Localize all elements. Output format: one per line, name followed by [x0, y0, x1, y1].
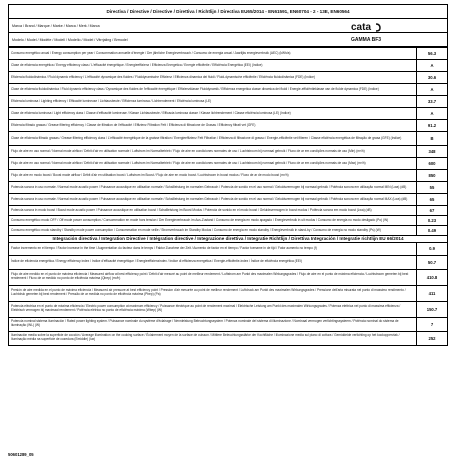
- spec-value: A: [417, 108, 448, 120]
- spec-description: Consumo energético modo standby / Standby mode power consumption / Consommation en mode veille / Stromverbrauch im Standby Modus / Consumo de energía en modo standby / Energieverbruik in stand-by / Consumo de energia no modo standby (Ps) (W): [9, 226, 417, 236]
- spec-rows-bottom: [9, 242, 448, 345]
- spec-value: 55: [417, 182, 448, 194]
- spec-description: Eficiencia fluidodinámica / Fluid dynamic efficiency / L'efficacité dynamique des fluides / Fluiddynamische Effizienz / Efficienza dinamica dei fluidi / Fluid-dynamische efficiëntie / Eficiência fluidodinâmica (FDE) (Indice): [9, 72, 417, 84]
- spec-description: Potencia nominal sistema iluminación / Rated power lighting system / Puissance nominale du système d'éclairage / Nennleistung Beleuchtungssystem / Potenza nominale del sistema di illuminazione / Nominaal vermogen verlichtingssysteem / Potência nominal do sistema de iluminação (WL) (W): [9, 317, 417, 331]
- spec-description: Factor incremento en el tiempo / Factor increase in the time / Augmentation du facteur dans le temps / Faktor Zunahme der Zeit / Aumento de factor en el tiempo / Factor toename in de tijd / Fator aumento no tempo (f): [9, 242, 417, 255]
- spec-row: [9, 317, 448, 331]
- spec-row: [9, 285, 448, 301]
- spec-value: 348: [417, 146, 448, 158]
- spec-row: [9, 146, 448, 158]
- spec-description: Iluminación media sobre la superficie de cocción / Average illumination on the cooking surface / Éclairement moyen de la surface de cuisson / Mittlere Beleuchtungsstärke der Kochfläche / Illuminazione media sul piano di cottura / Gemiddelde verlichting op het kookoppervlak / Iluminação média na superfície de cozedura (Emiddle) (lux): [9, 331, 417, 345]
- brand-row: [8, 19, 448, 33]
- spec-description: Clase de eficiencia fluidodinámica / Fluid dynamic efficiency class / Dynamique des fluides de l'efficacité énergétique / Effizienzklasse Fluiddynamik / Efficienza energetica classe dinamica dei fluidi / Energie-efficiëntieklasse van de fluïde dynamica (FDE) (Indice): [9, 84, 417, 96]
- spec-description: Presión de aire medida en el punto de máxima eficiencia / Measured air pressure at best efficiency point / Pression d'air mesurée au point de meilleur rendement / Luftdruck am Punkt des maximalen Wirkungsgrades / Pressione dell'aria misurata nel punto di massimo rendimento / Luchtdruk gemeten bij best rendement / Pressão de ar medida no ponto de eficiência máxima (Pbep) (Pa): [9, 285, 417, 301]
- spec-value: 30.6: [417, 72, 448, 84]
- spec-description: Flujo de aire en uso normal / Normal mode airflow / Débit d'air en utilisation normale / Luftstrom im Normalbetrieb / Flujo de aire en condiciones normales de uso / Luchtstroom bij normaal gebruik / Fluxo de ar em condições normais de uso (Max) (m³/h): [9, 158, 417, 170]
- spec-row: [9, 48, 448, 60]
- spec-table: [8, 47, 448, 346]
- spec-row: [9, 216, 448, 226]
- spec-value: 7: [417, 317, 448, 331]
- spec-row: [9, 132, 448, 146]
- spec-value: 850: [417, 170, 448, 182]
- brand-logo: [351, 20, 447, 32]
- spec-row: [9, 60, 448, 72]
- spec-value: 0.49: [417, 226, 448, 236]
- spec-row: [9, 84, 448, 96]
- spec-value: 150.7: [417, 301, 448, 317]
- spec-row: [9, 269, 448, 285]
- spec-value: B: [417, 132, 448, 146]
- spec-description: Clase de eficiencia energética / Energy efficiency class / L'efficacité énergétique / Energieeffizienz / Efficienza Energetica / Energie efficiëntie / Efficiência Energética (EEI) (Indice): [9, 60, 417, 72]
- brand-value: cata: [351, 21, 372, 32]
- spec-row: [9, 108, 448, 120]
- spec-value: 67: [417, 206, 448, 216]
- spec-description: Potencia sonora in uso normale / Normal mode acustic power / Puissance acoustique en utilisation normale / Schallleistung im normalen Gebrauch / Potencia de sonido en el uso normal / Geluidsvermogen bij normaal gebruik / Potência sonora em utilização normal MAX (Lwa) (dB): [9, 194, 417, 206]
- spec-row: [9, 242, 448, 255]
- energy-datasheet: [8, 4, 448, 346]
- integration-row: [9, 236, 448, 243]
- spec-value: 91.2: [417, 120, 448, 132]
- spec-row: [9, 255, 448, 269]
- spec-row: [9, 182, 448, 194]
- spec-row: [9, 170, 448, 182]
- cata-logo-icon: [351, 20, 385, 32]
- integration-title: Integración directiva / Integration Directive / Intégration directive / Integrazione direttiva / Integratie Richtlijn / Direttiva Integración / Integratie richtlijn EU 66/2014: [9, 236, 448, 243]
- spec-description: Clase de eficiencia filtrado grasas / Grease filtering efficiency class / L'efficacité énergétique de la graisse filtration / Energieeffizienz Fett Filtration / Efficienza di filtrazione di grasso / Energie-efficiëntie vet filteren / Classe eficiência energética de filtração de grasa (GFE) (Indice): [9, 132, 417, 146]
- spec-value: 50.7: [417, 255, 448, 269]
- spec-value: 65: [417, 194, 448, 206]
- spec-value: 411: [417, 285, 448, 301]
- spec-row: [9, 301, 448, 317]
- spec-description: Potencia eléctrica en el punto de máxima eficiencia / Electric power consumption at maximum efficiency / Puissance électrique au point de rendement maximal / Elektrische Leistung am Punkt des maximalen Wirkungsgrades / Potenza elettrica nel punto di massima efficienza / Elektrisch vermogen bij maximaal rendement / Potência elétrica no ponto de eficiência máxima (Wbep) (W): [9, 301, 417, 317]
- model-value: GAMMA BF3: [351, 36, 382, 43]
- spec-description: Potencia sonora in modo boost / Boost mode acustic power / Puissance acoustique en utilisation boost / Schallleistung im Boost Modus / Potencia de sonido en el modo boost / Geluidsvermogen in boost modus / Potência sonora em modo boost (Lwa) (dB): [9, 206, 417, 216]
- spec-row: [9, 206, 448, 216]
- spec-value: 0.9: [417, 242, 448, 255]
- brand-label: Marca / Brand / Marque / Marke / Marca / Merk / Marca: [12, 23, 100, 28]
- document-code: 50601289_05: [8, 452, 34, 457]
- spec-rows-top: [9, 48, 448, 236]
- spec-description: Consumo energético anual / Energy consumption per year / Consommation annuelle d'énergie / Der jährliche Energieverbrauch / Consumo de energia anual / Jaarlijks energieverbruik (AEC) (kWh/a): [9, 48, 417, 60]
- spec-description: Flujo de aire en modo boost / Boost mode airflow / Débit d'air en utilisation boost / Luftstrom im Boost / Flujo de aire en modo boost / Luchtstroom in boost modus / Fluxo de ar de modo boost (m³/h): [9, 170, 417, 182]
- spec-row: [9, 226, 448, 236]
- spec-value: 410.8: [417, 269, 448, 285]
- spec-value: 600: [417, 158, 448, 170]
- spec-value: A: [417, 84, 448, 96]
- spec-row: [9, 72, 448, 84]
- model-label: Modelo / Model / Modèle / Modell / Modello / Model / Vitrrjaling / Brmodel: [12, 37, 128, 42]
- model-row: [8, 33, 448, 47]
- spec-description: Clase de eficiencia luminosa / Light efficiency class / Classe d'efficacité lumineuse / Klasse Lichtausbeute / Efficacia luminosa classe / Klasse lichtrendement / Classe eficiência luminosa (LE) (Indice): [9, 108, 417, 120]
- spec-row: [9, 158, 448, 170]
- spec-description: Potencia sonora in uso normale / Normal mode acustic power / Puissance acoustique en utilisation normale / Schallleistung im normalen Gebrauch / Potencia de sonido en el uso normal / Geluidsvermogen bij normaal gebruik / Potência sonora em utilização normal MIN (Lwa) (dB): [9, 182, 417, 194]
- spec-row: [9, 96, 448, 108]
- spec-description: Flujo de aire medido en el punto de máxima eficiencia / Measured airflow at best efficiency point / Débit d'air mesuré au point de meilleur rendement / Luftstrom am Punkt des maximalen Wirkungsgrades / Flujo de aire en el punto de máxima eficiencia / Luchtstroom gemeten bij best rendement / Fluxo de ar medido no ponto de eficiência máxima (Qbep) (m³/h): [9, 269, 417, 285]
- spec-description: Flujo de aire en uso normal / Normal mode airflow / Débit d'air en utilisation normale / Luftstrom im Normalbetrieb / Flujo de aire en condiciones normales de uso / Luchtstroom bij normaal gebruik / Fluxo de ar em condições normais de uso (Min) (m³/h): [9, 146, 417, 158]
- spec-row: [9, 194, 448, 206]
- spec-value: 33.7: [417, 96, 448, 108]
- spec-description: Eficiencia luminosa / Lighting efficiency / Efficacité lumineuse / Lichtausbeute / Efficienza luminosa / Lichtrendement / Eficiência luminosa (LE): [9, 96, 417, 108]
- spec-value: 56.3: [417, 48, 448, 60]
- spec-description: Índice de eficiencia energética / Energy efficiency index / Indice d'efficacité énergétique / Energieeffizienzindex / Indice di efficienza energetica / Energie-efficiëntie-index / Índice de eficiência energética (EEI): [9, 255, 417, 269]
- spec-row: [9, 331, 448, 345]
- directive-header: [8, 4, 448, 19]
- spec-description: Consumo energético modo OFF / Off mode power consumption / Consommation en mode hors tension / Der Energieverbrauch im Aus-Zustand / Consumo de energia en modo apagado / Energieverbruik in uit modus / Consumo de energia no modo desligado (Po) (W): [9, 216, 417, 226]
- spec-value: 252: [417, 331, 448, 345]
- spec-value: A: [417, 60, 448, 72]
- spec-value: 0.23: [417, 216, 448, 226]
- directive-title: Directiva / Directive / Directive / Direttiva / Richtlijn / Directiva EU65/2014 - EN61591, EN60704 - 2 - 13E, EN60564: [106, 9, 350, 14]
- spec-description: Eficiencia filtrado grasas / Grease filtering efficiency / Classe de filtration de l'efficacité / Effizienz Filtration Fett / Efficienza di filtrazione de Grasas / Efficiency filtrati vet (GFE): [9, 120, 417, 132]
- spec-row: [9, 120, 448, 132]
